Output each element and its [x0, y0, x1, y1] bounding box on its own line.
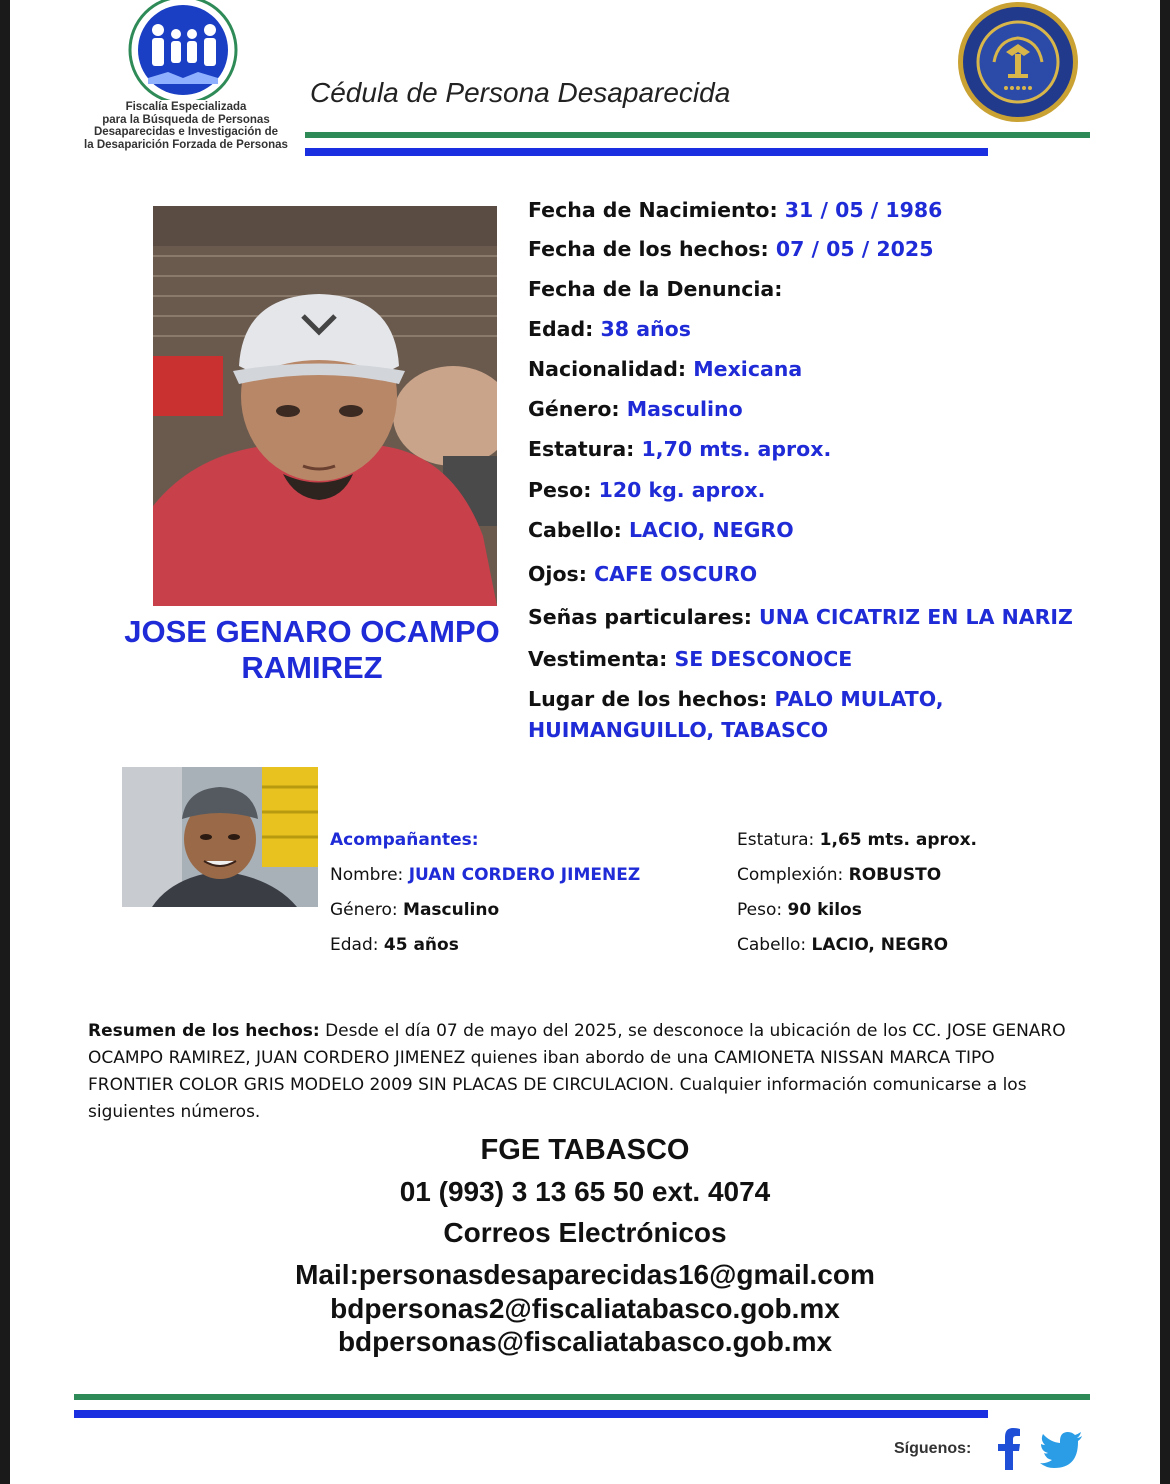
- field-value: JUAN CORDERO JIMENEZ: [408, 865, 641, 885]
- field-event-place: [528, 684, 944, 715]
- field-label: Fecha de Nacimiento:: [528, 198, 778, 222]
- field-label: Lugar de los hechos:: [528, 687, 768, 711]
- fiscalia-seal-icon: [954, 0, 1082, 128]
- field-event-place-line2: [528, 715, 828, 746]
- field-value: 31 / 05 / 1986: [784, 198, 943, 222]
- contact-phone[interactable]: 01 (993) 3 13 65 50 ext. 4074: [399, 1176, 771, 1207]
- companion-height: [737, 830, 977, 850]
- name-line-1: JOSE GENARO OCAMPO: [124, 614, 500, 649]
- companion-age: [330, 935, 459, 955]
- field-eyes: [528, 559, 757, 590]
- field-value: 38 años: [600, 317, 691, 341]
- missing-person-photo: [153, 206, 497, 606]
- facebook-icon[interactable]: [996, 1428, 1022, 1470]
- field-label: Nombre:: [330, 865, 404, 885]
- field-value: LACIO, NEGRO: [811, 935, 949, 955]
- field-label: Peso:: [528, 478, 592, 502]
- follow-us-label: Síguenos:: [894, 1440, 972, 1457]
- companion-photo: [122, 767, 318, 907]
- field-label: Vestimenta:: [528, 647, 668, 671]
- field-gender: [528, 394, 743, 425]
- field-label: Género:: [330, 900, 398, 920]
- field-label: Fecha de los hechos:: [528, 237, 769, 261]
- contact-org: FGE TABASCO: [480, 1134, 690, 1166]
- field-label: Cabello:: [528, 518, 622, 542]
- summary-label: Resumen de los hechos:: [88, 1021, 320, 1041]
- missing-person-sheet: [10, 0, 1160, 1484]
- field-label: Complexión:: [737, 865, 844, 885]
- field-label: Ojos:: [528, 562, 587, 586]
- twitter-icon[interactable]: [1040, 1432, 1082, 1468]
- email-1[interactable]: Mail:personasdesaparecidas16@gmail.com: [295, 1259, 875, 1290]
- fiscalia-family-logo-icon: [128, 0, 238, 100]
- field-label: Cabello:: [737, 935, 807, 955]
- emails-heading: Correos Electrónicos: [443, 1217, 727, 1248]
- case-summary: [88, 1018, 1078, 1126]
- field-label: Estatura:: [737, 830, 815, 850]
- field-value: ROBUSTO: [848, 865, 942, 885]
- field-value: PALO MULATO,: [774, 687, 944, 711]
- org-line-1: Fiscalía Especializada: [125, 101, 247, 113]
- companion-build: [737, 865, 941, 885]
- field-nationality: [528, 354, 802, 385]
- email-2[interactable]: bdpersonas2@fiscaliatabasco.gob.mx: [330, 1293, 840, 1324]
- field-value: Mexicana: [693, 357, 803, 381]
- summary-text: Desde el día 07 de mayo del 2025, se desconoce la ubicación de los CC. JOSE GENARO OCAMPO RAMIREZ, JUAN CORDERO JIMENEZ quienes iban abordo de una CAMIONETA NISSAN MARCA TIPO FRONTIER COLOR GRIS MODELO 2009 SIN PLACAS DE CIRCULACION. Cualquier información comunicarse a los siguientes números.: [88, 1021, 1066, 1122]
- field-value: SE DESCONOCE: [674, 647, 853, 671]
- field-event-date: [528, 234, 933, 265]
- field-value: 90 kilos: [787, 900, 862, 920]
- companions-heading: Acompañantes:: [330, 830, 479, 850]
- field-label: Edad:: [330, 935, 379, 955]
- companion-name: [330, 865, 640, 885]
- field-age: [528, 314, 691, 345]
- field-label: Señas particulares:: [528, 605, 752, 629]
- field-value: 120 kg. aprox.: [598, 478, 766, 502]
- name-line-2: RAMIREZ: [241, 650, 383, 685]
- field-value: 1,65 mts. aprox.: [819, 830, 977, 850]
- field-clothing: [528, 644, 852, 675]
- field-hair: [528, 515, 794, 546]
- org-line-4: la Desaparición Forzada de Personas: [84, 138, 288, 151]
- field-label: Estatura:: [528, 437, 635, 461]
- field-value: Masculino: [626, 397, 743, 421]
- footer-blue-bar: [74, 1410, 988, 1418]
- org-line-2: para la Búsqueda de Personas: [102, 113, 270, 126]
- email-3[interactable]: bdpersonas@fiscaliatabasco.gob.mx: [337, 1326, 833, 1357]
- org-line-3: Desaparecidas e Investigación de: [93, 126, 279, 138]
- field-value: LACIO, NEGRO: [628, 518, 794, 542]
- field-label: Nacionalidad:: [528, 357, 687, 381]
- footer-green-bar: [74, 1394, 1090, 1400]
- field-height: [528, 434, 831, 465]
- missing-person-name: [90, 614, 534, 686]
- companion-hair: [737, 935, 948, 955]
- field-value: CAFE OSCURO: [594, 562, 758, 586]
- field-label: Edad:: [528, 317, 594, 341]
- header-blue-bar: [305, 148, 988, 156]
- companion-weight: [737, 900, 862, 920]
- field-label: Género:: [528, 397, 620, 421]
- field-value: Masculino: [403, 900, 500, 920]
- header-green-bar: [305, 132, 1090, 138]
- field-value: 45 años: [383, 935, 459, 955]
- organization-name: [70, 101, 302, 151]
- field-value: 07 / 05 / 2025: [775, 237, 934, 261]
- companion-gender: [330, 900, 499, 920]
- field-label: Fecha de la Denuncia:: [528, 277, 783, 301]
- field-value: UNA CICATRIZ EN LA NARIZ: [759, 605, 1073, 629]
- field-value: 1,70 mts. aprox.: [641, 437, 832, 461]
- field-birth-date: [528, 195, 942, 226]
- field-weight: [528, 475, 765, 506]
- field-value: HUIMANGUILLO, TABASCO: [528, 718, 829, 742]
- document-title: Cédula de Persona Desaparecida: [310, 77, 731, 108]
- field-label: Peso:: [737, 900, 783, 920]
- field-report-date: [528, 274, 782, 305]
- field-distinguishing-marks: [528, 602, 1073, 633]
